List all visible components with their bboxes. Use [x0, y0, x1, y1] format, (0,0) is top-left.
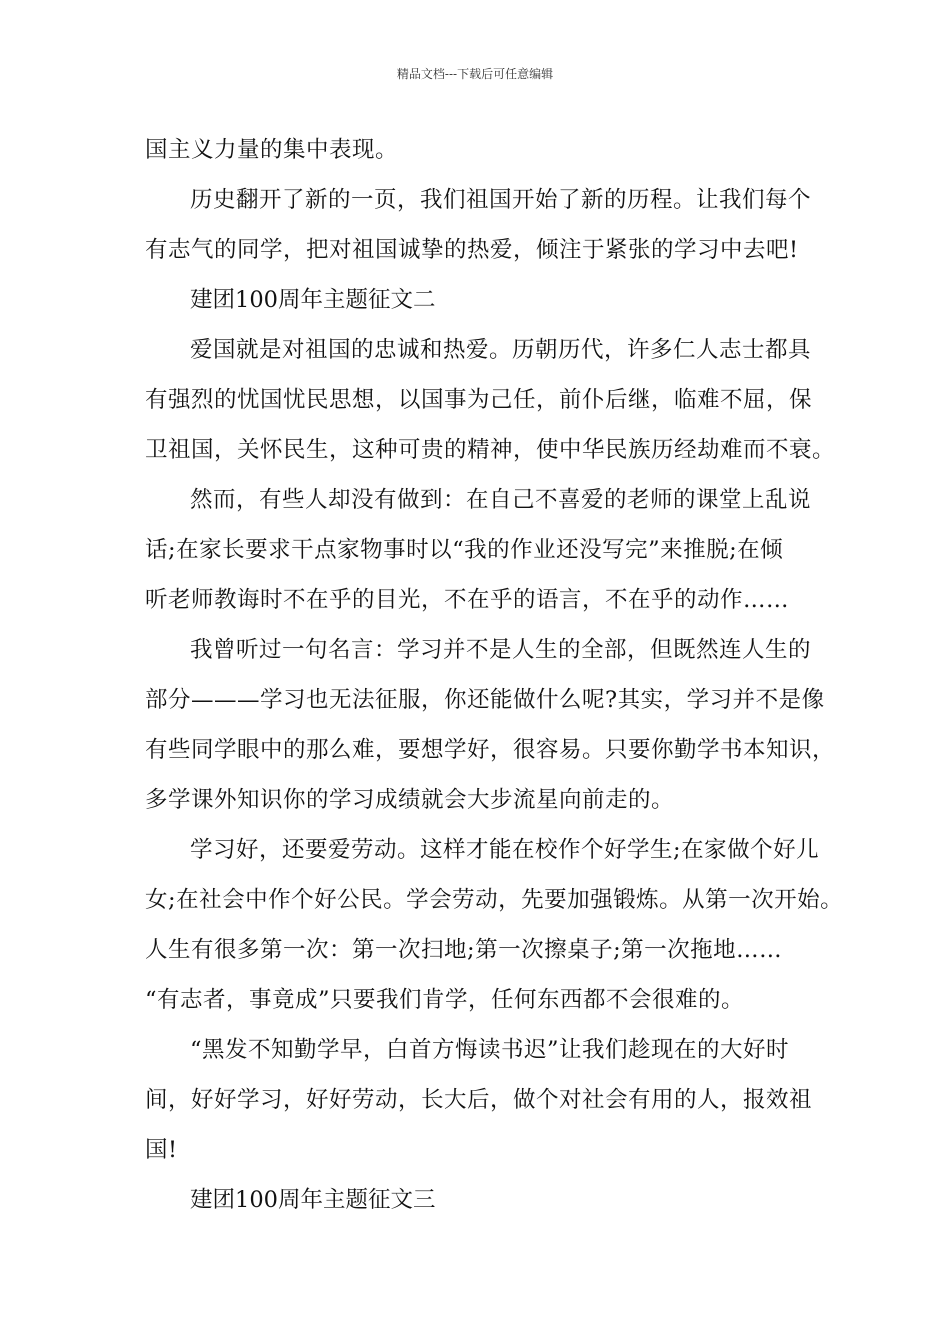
body-line: 国主义力量的集中表现。	[145, 137, 399, 163]
paragraph-first-line: 然而，有些人却没有做到：在自己不喜爱的老师的课堂上乱说	[190, 487, 812, 513]
body-line: 卫祖国，关怀民生，这种可贵的精神，使中华民族历经劫难而不衰。	[145, 437, 836, 463]
page-header: 精品文档---下载后可任意编辑	[396, 67, 554, 81]
body-line: 间，好好学习，好好劳动，长大后，做个对社会有用的人，报效祖	[145, 1087, 813, 1113]
body-line: 国!	[145, 1137, 178, 1163]
body-line: 话;在家长要求干点家物事时以“我的作业还没写完”来推脱;在倾	[145, 537, 784, 563]
paragraph-first-line: 学习好，还要爱劳动。这样才能在校作个好学生;在家做个好儿	[190, 837, 820, 863]
paragraph-first-line: “黑发不知勤学早，白首方悔读书迟”让我们趁现在的大好时	[190, 1037, 790, 1063]
section-title-2: 建团100周年主题征文二	[190, 287, 436, 313]
body-line: 有志气的同学，把对祖国诚挚的热爱，倾注于紧张的学习中去吧!	[145, 237, 799, 263]
paragraph-first-line: 历史翻开了新的一页，我们祖国开始了新的历程。让我们每个	[190, 187, 812, 213]
body-line: 人生有很多第一次：第一次扫地;第一次擦桌子;第一次拖地……	[145, 937, 783, 963]
body-line: 有强烈的忧国忧民思想，以国事为己任，前仆后继，临难不屈，保	[145, 387, 813, 413]
section-title-3: 建团100周年主题征文三	[190, 1187, 436, 1213]
paragraph-first-line: 爱国就是对祖国的忠诚和热爱。历朝历代，许多仁人志士都具	[190, 337, 812, 363]
body-line: 女;在社会中作个好公民。学会劳动，先要加强锻炼。从第一次开始。	[145, 887, 844, 913]
paragraph-first-line: 我曾听过一句名言：学习并不是人生的全部，但既然连人生的	[190, 637, 812, 663]
body-line: 听老师教诲时不在乎的目光，不在乎的语言，不在乎的动作……	[145, 587, 790, 613]
body-line: 部分———学习也无法征服，你还能做什么呢?其实，学习并不是像	[145, 687, 825, 713]
body-line: “有志者，事竟成”只要我们肯学，任何东西都不会很难的。	[145, 987, 745, 1013]
body-line: 多学课外知识你的学习成绩就会大步流星向前走的。	[145, 787, 675, 813]
body-line: 有些同学眼中的那么难，要想学好，很容易。只要你勤学书本知识，	[145, 737, 836, 763]
